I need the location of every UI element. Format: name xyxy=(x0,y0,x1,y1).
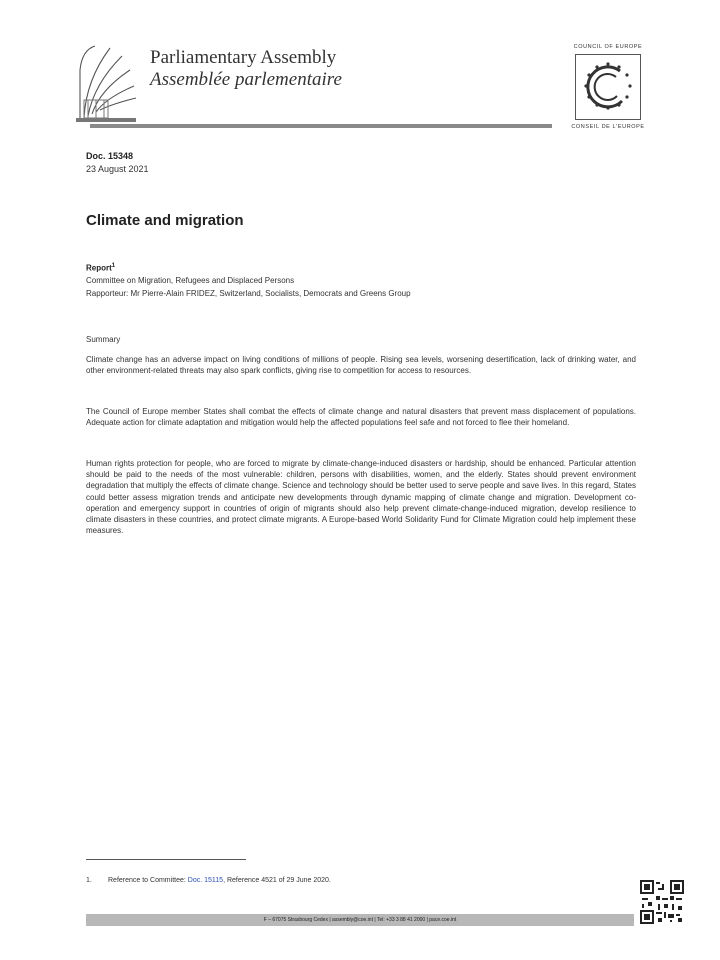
footnote-rule xyxy=(86,859,246,860)
summary-paragraph: The Council of Europe member States shall combat the effects of climate change and natural disasters that prevent mass displacement of populations. Adequate action for climate adaptation and mitigation would help the affected populations feel safe and not forced to flee their homeland. xyxy=(86,407,636,428)
summary-paragraph: Human rights protection for people, who are forced to migrate by climate-change-induced disasters or hardship, should be enhanced. Particular attention should be paid to the needs of the most vulnerable: children, persons with disabilities, women, and the elderly. States should prevent environment degradation that multiply the effects of climate change. Science and technology should be better used to serve people and save lives. In this regard, States could better assess migration trends and anticipate new developments through dynamic mapping of climate change and migration. Development co-operation and emergency support in countries of origin of migrants should also help prevent climate-change-induced migration, develop resilience to climate disasters in these countries, and protect climate migrants. A Europe-based World Solidarity Fund for Climate Migration could help implement these measures. xyxy=(86,459,636,536)
footnote-text-before: Reference to Committee: xyxy=(108,877,188,884)
document-title: Climate and migration xyxy=(86,212,244,229)
assembly-name xyxy=(150,47,342,91)
coe-emblem-icon xyxy=(576,55,640,119)
report-label xyxy=(86,263,115,273)
committee-name: Committee on Migration, Refugees and Displaced Persons xyxy=(86,276,295,285)
footnote-doc-link[interactable]: Doc. 15115 xyxy=(187,877,224,884)
report-label-text: Report xyxy=(86,263,112,273)
document-date: 23 August 2021 xyxy=(86,164,149,174)
coe-logo xyxy=(575,54,641,120)
qr-code xyxy=(640,880,684,924)
rapporteur: Rapporteur: Mr Pierre-Alain FRIDEZ, Switzerland, Socialists, Democrats and Greens Group xyxy=(86,289,411,298)
assembly-name-en: Parliamentary Assembly xyxy=(150,47,337,68)
summary-paragraph: Climate change has an adverse impact on living conditions of millions of people. Rising sea levels, worsening desertification, lack of drinking water, and other environment-related threats may also spark conflicts, giving rise to competition for access to resources. xyxy=(86,355,636,376)
assembly-name-fr: Assemblée parlementaire xyxy=(150,69,342,90)
coe-label-bottom: CONSEIL DE L'EUROPE xyxy=(571,124,645,130)
document-number: Doc. 15348 xyxy=(86,151,134,161)
summary-heading: Summary xyxy=(86,335,121,344)
footnote-number: 1. xyxy=(86,877,92,884)
footnote-text-after: , Reference 4521 of 29 June 2020. xyxy=(223,877,331,884)
footer-contact: F – 67075 Strasbourg Cedex | assembly@coe.int | Tel: +33 3 88 41 2000 | pace.coe.int xyxy=(263,917,457,923)
header-rule xyxy=(90,124,552,128)
footnote xyxy=(86,877,331,884)
report-footnote-ref[interactable]: 1 xyxy=(111,263,116,269)
assembly-logo xyxy=(70,40,145,125)
coe-label-top: COUNCIL OF EUROPE xyxy=(573,44,643,50)
